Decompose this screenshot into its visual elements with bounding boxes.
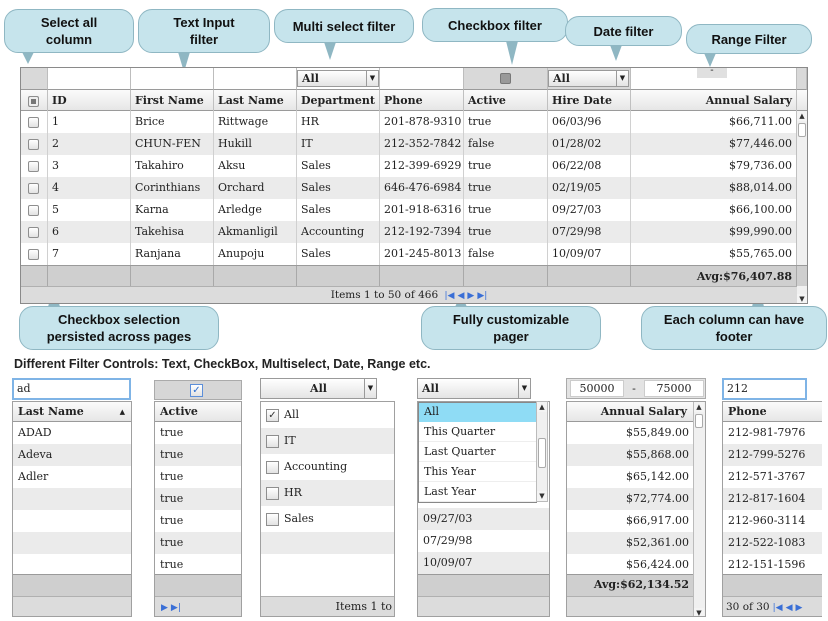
list-item: $56,424.00 (626, 558, 689, 571)
cell-id: 7 (48, 243, 131, 265)
list-item: true (155, 444, 241, 466)
panel-pager (13, 596, 131, 617)
date-option[interactable]: This Year (419, 462, 536, 482)
last-name-panel-header[interactable] (13, 402, 131, 422)
row-checkbox[interactable] (28, 227, 39, 238)
header-row (21, 90, 807, 111)
checkbox-icon[interactable] (266, 461, 279, 474)
select-all-checkbox[interactable] (28, 96, 39, 107)
callout-text-input: Text Input filter (138, 9, 270, 53)
column-header-id[interactable]: ID (48, 90, 131, 111)
range-separator: - (697, 67, 727, 78)
panel-footer (13, 574, 131, 596)
table-row[interactable] (21, 221, 797, 243)
prev-page-icon[interactable]: ◀ (785, 603, 793, 613)
panel-footer (567, 574, 705, 596)
salary-panel-header[interactable]: Annual Salary (567, 402, 705, 422)
cell-first-name: Takahiro (131, 155, 214, 177)
column-header-last-name[interactable]: Last Name (214, 90, 297, 111)
department-filter-value: All (302, 72, 319, 85)
list-item: true (160, 558, 184, 571)
scroll-up-icon[interactable]: ▲ (694, 402, 704, 412)
cell-phone: 201-918-6316 (380, 199, 464, 221)
footer-cell (131, 266, 214, 287)
list-item: 10/09/07 (418, 552, 549, 574)
id-filter-input[interactable] (48, 68, 131, 90)
cell-department: Sales (297, 177, 380, 199)
cell-annual-salary: $55,765.00 (631, 243, 797, 265)
cell-last-name: Anupoju (214, 243, 297, 265)
scroll-up-icon[interactable]: ▲ (537, 402, 547, 412)
table-row[interactable] (21, 199, 797, 221)
list-item: true (160, 470, 184, 483)
callout-tail (324, 42, 336, 60)
cell-hire-date: 09/27/03 (548, 199, 631, 221)
salary-panel-scrollbar[interactable] (693, 402, 705, 617)
list-item: $66,917.00 (626, 514, 689, 527)
list-item: Adler (18, 470, 49, 483)
list-item: 212-799-5276 (723, 444, 822, 466)
multiselect-option-label: Sales (284, 512, 314, 525)
footer-cell (380, 266, 464, 287)
hire-date-filter-value: All (553, 72, 570, 85)
multiselect-option-label: All (284, 408, 299, 421)
multiselect-option-label: Accounting (284, 460, 348, 473)
column-header-hire-date[interactable]: Hire Date (548, 90, 631, 111)
cell-active: true (464, 177, 548, 199)
cell-annual-salary: $66,711.00 (631, 111, 797, 133)
list-item: $65,142.00 (626, 470, 689, 483)
cell-last-name: Arledge (214, 199, 297, 221)
sort-asc-icon: ▲ (119, 408, 125, 416)
department-filter-cell (297, 68, 380, 90)
scroll-thumb[interactable] (538, 438, 546, 468)
cell-phone: 212-192-7394 (380, 221, 464, 243)
list-item (13, 510, 131, 532)
department-multiselect-open[interactable] (260, 378, 377, 399)
list-item: $55,868.00 (567, 444, 705, 466)
cell-first-name: CHUN-FEN (131, 133, 214, 155)
active-panel (154, 401, 242, 617)
checkbox-icon[interactable] (266, 513, 279, 526)
active-filter-cell (464, 68, 548, 90)
pager-text: Items 1 to 50 of 466 (330, 289, 439, 301)
footer-cell (548, 266, 631, 287)
cell-active: true (464, 155, 548, 177)
cell-id: 6 (48, 221, 131, 243)
column-header-department[interactable]: Department (297, 90, 380, 111)
list-item: true (160, 426, 184, 439)
panel-pager (155, 596, 241, 617)
cell-hire-date: 10/09/07 (548, 243, 631, 265)
scroll-down-icon[interactable]: ▼ (537, 491, 547, 501)
last-name-text-filter[interactable]: ad (12, 378, 131, 400)
active-filter-bar (154, 380, 242, 400)
cell-last-name: Aksu (214, 155, 297, 177)
table-row[interactable] (21, 111, 797, 133)
column-header-phone[interactable]: Phone (380, 90, 464, 111)
table-row[interactable] (21, 155, 797, 177)
callout-footer: Each column can have footer (641, 306, 827, 350)
date-option[interactable]: Last Quarter (419, 442, 536, 462)
multiselect-option-label: IT (284, 434, 296, 447)
list-item: 212-817-1604 (723, 488, 822, 510)
chevron-down-icon[interactable]: ▼ (364, 379, 376, 398)
cell-phone: 201-245-8013 (380, 243, 464, 265)
panel-footer (155, 574, 241, 596)
callout-tail (506, 41, 518, 65)
cell-last-name: Akmanligil (214, 221, 297, 243)
cell-annual-salary: $77,446.00 (631, 133, 797, 155)
chevron-down-icon[interactable]: ▼ (616, 71, 628, 86)
row-select-cell (21, 177, 48, 199)
date-filter-select[interactable] (417, 378, 531, 399)
hire-date-select[interactable] (548, 70, 629, 87)
panel-pager (567, 596, 705, 617)
footer-cell (21, 266, 48, 287)
column-header-active[interactable]: Active (464, 90, 548, 111)
list-item: 212-571-3767 (728, 470, 806, 483)
row-checkbox[interactable] (28, 139, 39, 150)
cell-last-name: Orchard (214, 177, 297, 199)
cell-id: 5 (48, 199, 131, 221)
row-select-cell (21, 221, 48, 243)
cell-id: 3 (48, 155, 131, 177)
cell-phone: 201-878-9310 (380, 111, 464, 133)
cell-first-name: Corinthians (131, 177, 214, 199)
next-page-icon[interactable]: ▶ (467, 291, 475, 301)
range-separator: - (632, 382, 636, 395)
multiselect-option[interactable] (261, 480, 394, 506)
salary-range-filter[interactable] (631, 68, 797, 90)
footer-row (21, 265, 807, 286)
cell-id: 2 (48, 133, 131, 155)
cell-annual-salary: $79,736.00 (631, 155, 797, 177)
list-item: $72,774.00 (567, 488, 705, 510)
list-item: 07/29/98 (423, 534, 473, 547)
cell-first-name: Brice (131, 111, 214, 133)
data-grid (20, 67, 808, 304)
multiselect-option-label: HR (284, 486, 302, 499)
date-option[interactable]: All (419, 402, 536, 422)
cell-first-name: Karna (131, 199, 214, 221)
cell-department: HR (297, 111, 380, 133)
list-item (261, 532, 394, 554)
cell-annual-salary: $66,100.00 (631, 199, 797, 221)
pager-text: 30 of 30 (726, 601, 770, 613)
salary-footer-average: Avg:$62,134.52 (593, 578, 689, 591)
first-page-icon[interactable]: |◀ (772, 603, 783, 613)
list-item: true (160, 514, 184, 527)
hire-date-filter-cell (548, 68, 631, 90)
column-header-first-name[interactable]: First Name (131, 90, 214, 111)
phone-panel (722, 401, 822, 617)
row-select-cell (21, 243, 48, 265)
list-item: ADAD (18, 426, 52, 439)
last-name-header-label: Last Name (18, 405, 84, 418)
pager-text: Items 1 to (335, 600, 392, 613)
select-all-filter-cell (21, 68, 48, 90)
callout-checkbox-filter: Checkbox filter (422, 8, 568, 42)
row-select-cell (21, 155, 48, 177)
date-dropdown-scrollbar[interactable] (536, 401, 548, 502)
chevron-down-icon[interactable]: ▼ (518, 379, 530, 398)
last-page-icon[interactable]: ▶| (170, 603, 181, 613)
cell-annual-salary: $99,990.00 (631, 221, 797, 243)
panel-footer (723, 574, 822, 596)
callout-date-filter: Date filter (565, 16, 682, 46)
next-page-icon[interactable]: ▶ (795, 603, 803, 613)
department-multiselect[interactable] (297, 70, 379, 87)
row-checkbox[interactable] (28, 161, 39, 172)
list-item (13, 532, 131, 554)
cell-phone: 212-399-6929 (380, 155, 464, 177)
cell-department: Sales (297, 199, 380, 221)
panel-footer (418, 574, 549, 596)
cell-id: 1 (48, 111, 131, 133)
cell-phone: 212-352-7842 (380, 133, 464, 155)
column-header-annual-salary[interactable]: Annual Salary (631, 90, 797, 111)
cell-last-name: Hukill (214, 133, 297, 155)
panel-pager (723, 596, 822, 617)
cell-last-name: Rittwage (214, 111, 297, 133)
salary-footer-average: Avg:$76,407.88 (631, 266, 797, 287)
panel-pager (418, 596, 549, 617)
callout-range-filter: Range Filter (686, 24, 812, 54)
multiselect-value: All (310, 382, 327, 395)
cell-department: IT (297, 133, 380, 155)
list-item (13, 488, 131, 510)
table-row[interactable] (21, 243, 797, 265)
row-select-cell (21, 111, 48, 133)
date-panel (417, 401, 550, 617)
callout-tail (22, 52, 34, 64)
cell-active: false (464, 243, 548, 265)
footer-cell (214, 266, 297, 287)
footer-cell (297, 266, 380, 287)
date-option[interactable]: Last Year (419, 482, 536, 502)
panel-pager (261, 596, 394, 617)
cell-active: true (464, 221, 548, 243)
footer-cell (464, 266, 548, 287)
multiselect-option[interactable] (261, 428, 394, 454)
scroll-thumb[interactable] (695, 414, 703, 428)
first-page-icon[interactable]: |◀ (444, 291, 455, 301)
checked-checkbox-icon[interactable]: ✓ (266, 409, 279, 422)
cell-hire-date: 06/22/08 (548, 155, 631, 177)
cell-hire-date: 06/03/96 (548, 111, 631, 133)
cell-hire-date: 01/28/02 (548, 133, 631, 155)
scroll-thumb[interactable] (798, 123, 806, 137)
list-item: $55,849.00 (626, 426, 689, 439)
prev-page-icon[interactable]: ◀ (457, 291, 465, 301)
cell-active: true (464, 111, 548, 133)
scroll-up-icon[interactable]: ▲ (797, 111, 807, 121)
active-panel-header[interactable]: Active (155, 402, 241, 422)
range-filter[interactable] (566, 378, 706, 399)
list-item: true (155, 488, 241, 510)
callout-multi-select: Multi select filter (274, 9, 414, 43)
table-row[interactable] (21, 133, 797, 155)
multiselect-option[interactable] (261, 454, 394, 480)
row-select-cell (21, 133, 48, 155)
list-item: 212-151-1596 (728, 558, 806, 571)
row-checkbox[interactable] (28, 249, 39, 260)
cell-first-name: Takehisa (131, 221, 214, 243)
callout-checkbox-selection: Checkbox selection persisted across pages (19, 306, 219, 350)
chevron-down-icon[interactable]: ▼ (366, 71, 378, 86)
list-item: 212-981-7976 (728, 426, 806, 439)
cell-hire-date: 07/29/98 (548, 221, 631, 243)
filter-controls-caption: Different Filter Controls: Text, CheckBox, Multiselect, Date, Range etc. (14, 357, 431, 371)
next-page-icon[interactable]: ▶ (161, 603, 168, 613)
cell-active: true (464, 199, 548, 221)
phone-panel-header[interactable]: Phone (723, 402, 822, 422)
date-filter-value: All (422, 382, 439, 395)
callout-select-all: Select all column (4, 9, 134, 53)
multiselect-option[interactable] (261, 402, 394, 428)
cell-id: 4 (48, 177, 131, 199)
active-filter-checkbox-checked[interactable]: ✓ (190, 384, 203, 397)
last-name-filter-input[interactable] (214, 68, 297, 90)
checkbox-icon[interactable] (266, 435, 279, 448)
salary-panel (566, 401, 706, 617)
cell-department: Accounting (297, 221, 380, 243)
phone-text-filter[interactable]: 212 (722, 378, 807, 400)
table-row[interactable] (21, 177, 797, 199)
cell-phone: 646-476-6984 (380, 177, 464, 199)
row-select-cell (21, 199, 48, 221)
list-item: 212-960-3114 (728, 514, 806, 527)
callout-tail (610, 45, 622, 61)
date-option[interactable]: This Quarter (419, 422, 536, 442)
cell-department: Sales (297, 155, 380, 177)
cell-department: Sales (297, 243, 380, 265)
list-item: $52,361.00 (567, 532, 705, 554)
multiselect-option[interactable] (261, 506, 394, 532)
row-checkbox[interactable] (28, 117, 39, 128)
phone-filter-input[interactable] (380, 68, 464, 90)
scroll-down-icon[interactable]: ▼ (797, 294, 807, 304)
callout-pager: Fully customizable pager (421, 306, 601, 350)
row-checkbox[interactable] (28, 183, 39, 194)
list-item: true (155, 532, 241, 554)
pager (21, 286, 797, 304)
callout-tail (704, 53, 716, 67)
checkbox-icon[interactable] (266, 487, 279, 500)
last-name-panel (12, 401, 132, 617)
list-item: 212-522-1083 (723, 532, 822, 554)
range-max[interactable]: 75000 (644, 380, 704, 397)
last-page-icon[interactable]: ▶| (477, 291, 488, 301)
cell-active: false (464, 133, 548, 155)
scroll-down-icon[interactable]: ▼ (694, 608, 704, 617)
footer-cell (48, 266, 131, 287)
list-item (261, 554, 394, 576)
cell-hire-date: 02/19/05 (548, 177, 631, 199)
first-name-filter-input[interactable] (131, 68, 214, 90)
scroll-spacer (797, 68, 807, 90)
list-item (13, 554, 131, 576)
row-checkbox[interactable] (28, 205, 39, 216)
cell-first-name: Ranjana (131, 243, 214, 265)
filter-row (21, 68, 807, 90)
select-all-header (21, 90, 48, 111)
range-min[interactable]: 50000 (570, 380, 624, 397)
cell-annual-salary: $88,014.00 (631, 177, 797, 199)
list-item: 09/27/03 (418, 508, 549, 530)
active-filter-checkbox[interactable] (500, 73, 511, 84)
list-item: Adeva (13, 444, 131, 466)
multiselect-panel (260, 401, 395, 617)
